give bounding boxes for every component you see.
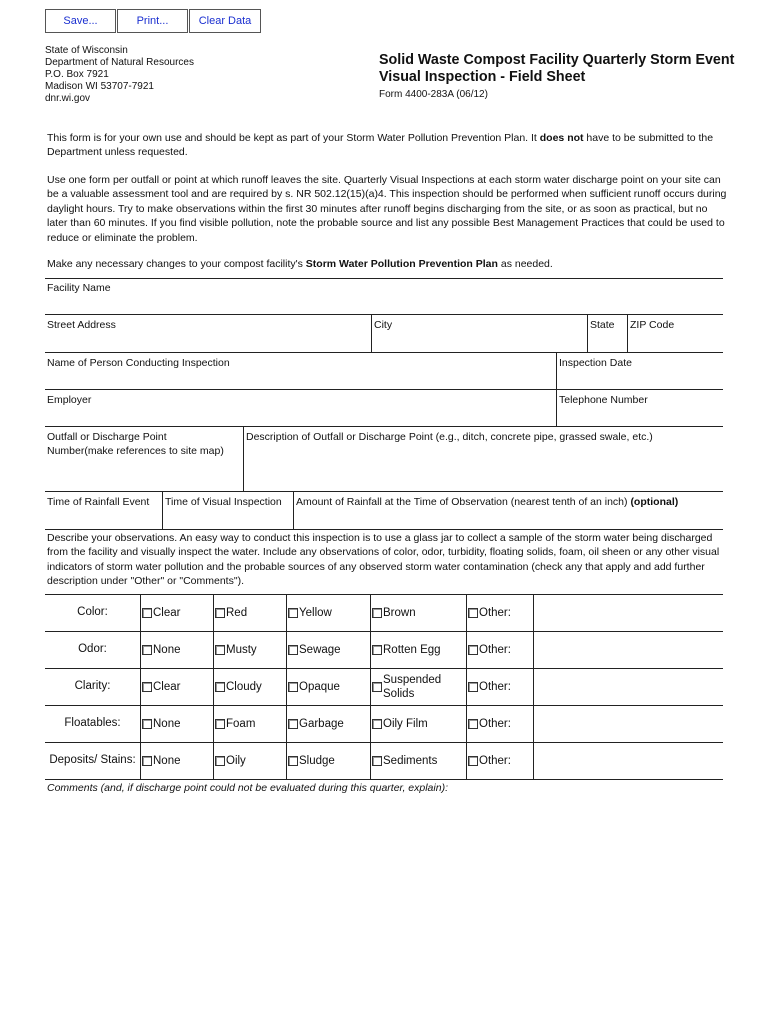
option-label: Oily xyxy=(226,754,246,767)
column-divider xyxy=(140,742,141,779)
checkbox[interactable] xyxy=(215,719,225,729)
column-divider xyxy=(370,742,371,779)
option-label: None xyxy=(153,754,181,767)
zip-box xyxy=(627,315,723,353)
street-address-label: Street Address xyxy=(47,319,116,331)
clear-data-button[interactable]: Clear Data xyxy=(189,9,261,33)
checkbox[interactable] xyxy=(215,608,225,618)
observation-option[interactable] xyxy=(215,705,255,742)
facility-name-box xyxy=(45,278,723,315)
checkbox[interactable] xyxy=(468,682,478,692)
agency-address xyxy=(45,45,194,105)
city-label: City xyxy=(374,319,393,331)
observation-option[interactable] xyxy=(288,742,335,779)
checkbox[interactable] xyxy=(142,756,152,766)
observation-option[interactable] xyxy=(468,705,511,742)
intro-text: have to be submitted to the Department unless requested. xyxy=(47,132,714,159)
telephone-label: Telephone Number xyxy=(559,394,648,406)
intro-emphasis: does not xyxy=(539,132,584,144)
column-divider xyxy=(370,668,371,705)
outfall-number-label-line: Number(make references to site map) xyxy=(47,445,224,457)
observation-category: Odor: xyxy=(78,643,107,655)
option-label: Sediments xyxy=(383,754,438,767)
column-divider xyxy=(533,631,534,668)
intro-text: This form is for your own use and should be kept as part of your Storm Water Pollution Prevention Plan. It xyxy=(47,132,540,144)
street-address-box xyxy=(45,315,371,353)
checkbox[interactable] xyxy=(372,608,382,618)
observation-category: Floatables: xyxy=(64,717,121,729)
option-label: Other: xyxy=(479,754,511,767)
column-divider xyxy=(213,742,214,779)
observation-option[interactable] xyxy=(288,594,332,631)
option-label: Garbage xyxy=(299,717,344,730)
inspection-date-label: Inspection Date xyxy=(559,357,632,369)
inspection-date-input[interactable] xyxy=(557,375,723,389)
street-address-input[interactable] xyxy=(45,338,371,352)
observation-option[interactable] xyxy=(288,668,340,705)
column-divider xyxy=(466,631,467,668)
observation-option[interactable] xyxy=(215,631,257,668)
observation-option[interactable] xyxy=(142,705,181,742)
optional-tag: (optional) xyxy=(630,496,679,508)
city-input[interactable] xyxy=(372,338,587,352)
observation-option[interactable] xyxy=(468,742,511,779)
option-label: Other: xyxy=(479,717,511,730)
column-divider xyxy=(213,631,214,668)
column-divider xyxy=(466,742,467,779)
state-input[interactable] xyxy=(588,338,627,352)
column-divider xyxy=(370,631,371,668)
option-label: Musty xyxy=(226,643,257,656)
observation-option[interactable] xyxy=(288,631,341,668)
visual-time-label: Time of Visual Inspection xyxy=(165,496,282,508)
visual-time-box xyxy=(162,492,293,530)
observation-option[interactable] xyxy=(142,631,181,668)
checkbox[interactable] xyxy=(142,608,152,618)
column-divider xyxy=(370,705,371,742)
telephone-box xyxy=(556,390,723,427)
outfall-description-label: Description of Outfall or Discharge Point (e.g., ditch, concrete pipe, grassed swale, etc.) xyxy=(246,431,653,443)
outfall-description-input[interactable] xyxy=(244,451,723,491)
column-divider xyxy=(466,594,467,631)
observation-option[interactable] xyxy=(142,742,181,779)
rainfall-amount-text: Amount of Rainfall at the Time of Observation (nearest tenth of an inch) xyxy=(296,496,631,508)
observation-row xyxy=(45,705,723,742)
column-divider xyxy=(213,705,214,742)
form-number: Form 4400-283A (06/12) xyxy=(379,89,488,100)
observation-option[interactable] xyxy=(288,705,344,742)
column-divider xyxy=(140,705,141,742)
form-title: Solid Waste Compost Facility Quarterly Storm Event Visual Inspection - Field Sheet xyxy=(379,52,735,85)
option-label: None xyxy=(153,717,181,730)
intro-paragraph xyxy=(47,131,727,160)
plan-text: Make any necessary changes to your compost facility's xyxy=(47,258,306,270)
column-divider xyxy=(286,668,287,705)
agency-line: dnr.wi.gov xyxy=(45,93,91,104)
observation-option[interactable] xyxy=(372,594,416,631)
checkbox[interactable] xyxy=(215,682,225,692)
observation-category: Clarity: xyxy=(74,680,111,692)
employer-box xyxy=(45,390,556,427)
observation-option[interactable] xyxy=(142,594,180,631)
outfall-number-box xyxy=(45,427,243,492)
rainfall-amount-box xyxy=(293,492,723,530)
column-divider xyxy=(533,742,534,779)
column-divider xyxy=(466,705,467,742)
observation-row xyxy=(45,742,723,779)
observation-option[interactable] xyxy=(142,668,180,705)
observation-option[interactable] xyxy=(215,594,247,631)
rainfall-amount-label xyxy=(296,495,678,509)
checkbox[interactable] xyxy=(215,756,225,766)
facility-name-label: Facility Name xyxy=(47,282,111,294)
checkbox[interactable] xyxy=(288,645,298,655)
observation-option[interactable] xyxy=(372,668,463,705)
inspector-box xyxy=(45,353,556,390)
column-divider xyxy=(466,668,467,705)
column-divider xyxy=(533,668,534,705)
save-button[interactable]: Save... xyxy=(45,9,116,33)
outfall-description-box xyxy=(243,427,723,492)
option-label: Other: xyxy=(479,680,511,693)
checkbox[interactable] xyxy=(372,719,382,729)
option-label: Foam xyxy=(226,717,256,730)
column-divider xyxy=(140,594,141,631)
column-divider xyxy=(533,705,534,742)
plan-text: as needed. xyxy=(497,258,553,270)
option-label: Sewage xyxy=(299,643,341,656)
column-divider xyxy=(140,668,141,705)
option-label: Suspended Solids xyxy=(383,673,442,700)
checkbox[interactable] xyxy=(142,719,152,729)
option-label: Red xyxy=(226,606,248,619)
facility-name-input[interactable] xyxy=(45,300,723,314)
column-divider xyxy=(370,594,371,631)
comments-label: Comments (and, if discharge point could not be evaluated during this quarter, explain): xyxy=(47,782,448,794)
rainfall-time-input[interactable] xyxy=(45,515,162,529)
checkbox[interactable] xyxy=(468,756,478,766)
rainfall-time-box xyxy=(45,492,162,530)
option-label: Brown xyxy=(383,606,416,619)
zip-label: ZIP Code xyxy=(630,319,675,331)
observation-category: Color: xyxy=(77,606,108,618)
city-box xyxy=(371,315,587,353)
observation-instructions: Describe your observations. An easy way to conduct this inspection is to use a glass jar to collect a sample of the storm water being discharged from the facility and visually inspect the water. Include any observations of color, odor, turbidity, floating solids, foam, oil sheen or any other visual indicators of storm water pollution and the probable sources of any observed storm water contamination (check any that apply and add further description under "Other" or "Comments"). xyxy=(47,532,720,588)
column-divider xyxy=(286,742,287,779)
checkbox[interactable] xyxy=(215,645,225,655)
column-divider xyxy=(286,631,287,668)
outfall-number-label xyxy=(47,430,243,458)
option-label: None xyxy=(153,643,181,656)
outfall-number-label-line: Outfall or Discharge Point xyxy=(47,431,167,443)
option-label: Oily Film xyxy=(383,717,428,730)
observation-row xyxy=(45,668,723,705)
print-button[interactable]: Print... xyxy=(117,9,188,33)
observation-row xyxy=(45,631,723,668)
checkbox[interactable] xyxy=(372,645,382,655)
zip-input[interactable] xyxy=(628,338,723,352)
employer-label: Employer xyxy=(47,394,92,406)
column-divider xyxy=(213,594,214,631)
option-label: Sludge xyxy=(299,754,335,767)
checkbox[interactable] xyxy=(372,682,382,692)
column-divider xyxy=(533,594,534,631)
checkbox[interactable] xyxy=(468,645,478,655)
observation-option[interactable] xyxy=(372,705,428,742)
observation-option[interactable] xyxy=(468,631,511,668)
option-label: Yellow xyxy=(299,606,332,619)
observation-row xyxy=(45,594,723,631)
agency-line: State of Wisconsin xyxy=(45,45,128,56)
rainfall-amount-input[interactable] xyxy=(294,515,723,529)
agency-line: Madison WI 53707-7921 xyxy=(45,81,154,92)
observation-option[interactable] xyxy=(215,742,246,779)
column-divider xyxy=(286,705,287,742)
toolbar xyxy=(45,9,262,33)
agency-line: P.O. Box 7921 xyxy=(45,69,109,80)
observation-category: Deposits/ Stains: xyxy=(49,754,136,766)
checkbox[interactable] xyxy=(372,756,382,766)
agency-line: Department of Natural Resources xyxy=(45,57,194,68)
observation-option[interactable] xyxy=(468,594,511,631)
column-divider xyxy=(213,668,214,705)
observation-option[interactable] xyxy=(215,668,262,705)
observation-option[interactable] xyxy=(468,668,511,705)
column-divider xyxy=(140,631,141,668)
option-label: Clear xyxy=(153,680,181,693)
state-box xyxy=(587,315,627,353)
inspector-label: Name of Person Conducting Inspection xyxy=(47,357,230,369)
option-label: Clear xyxy=(153,606,181,619)
checkbox[interactable] xyxy=(142,682,152,692)
rainfall-time-label: Time of Rainfall Event xyxy=(47,496,150,508)
option-label: Other: xyxy=(479,643,511,656)
visual-time-input[interactable] xyxy=(163,515,293,529)
plan-paragraph xyxy=(47,257,727,271)
inspector-input[interactable] xyxy=(45,375,556,389)
column-divider xyxy=(286,594,287,631)
option-label: Cloudy xyxy=(226,680,262,693)
checkbox[interactable] xyxy=(468,719,478,729)
observation-option[interactable] xyxy=(372,631,441,668)
employer-input[interactable] xyxy=(45,412,556,426)
observation-option[interactable] xyxy=(372,742,437,779)
plan-emphasis: Storm Water Pollution Prevention Plan xyxy=(305,258,498,270)
telephone-input[interactable] xyxy=(557,412,723,426)
checkbox[interactable] xyxy=(288,719,298,729)
row-divider xyxy=(45,779,723,780)
checkbox[interactable] xyxy=(142,645,152,655)
option-label: Other: xyxy=(479,606,511,619)
checkbox[interactable] xyxy=(288,682,298,692)
checkbox[interactable] xyxy=(288,756,298,766)
instructions-paragraph: Use one form per outfall or point at which runoff leaves the site. Quarterly Visual Inspections at each storm water discharge point on your site can be a valuable assessment tool and are required by s. NR 502.12(15)(a)4. This inspection should be performed when sufficient runoff occurs during daylight hours. Try to make observations within the first 30 minutes after runoff begins discharging from the site, or as soon as practical, but no later than 60 minutes. If you find visible pollution, note the probable source and list any possible Best Management Practices that could be used to reduce or eliminate the problem. xyxy=(47,174,727,244)
checkbox[interactable] xyxy=(288,608,298,618)
state-label: State xyxy=(590,319,615,331)
option-label: Rotten Egg xyxy=(383,643,441,656)
option-label: Opaque xyxy=(299,680,340,693)
inspection-date-box xyxy=(556,353,723,390)
outfall-number-input[interactable] xyxy=(45,477,243,491)
checkbox[interactable] xyxy=(468,608,478,618)
